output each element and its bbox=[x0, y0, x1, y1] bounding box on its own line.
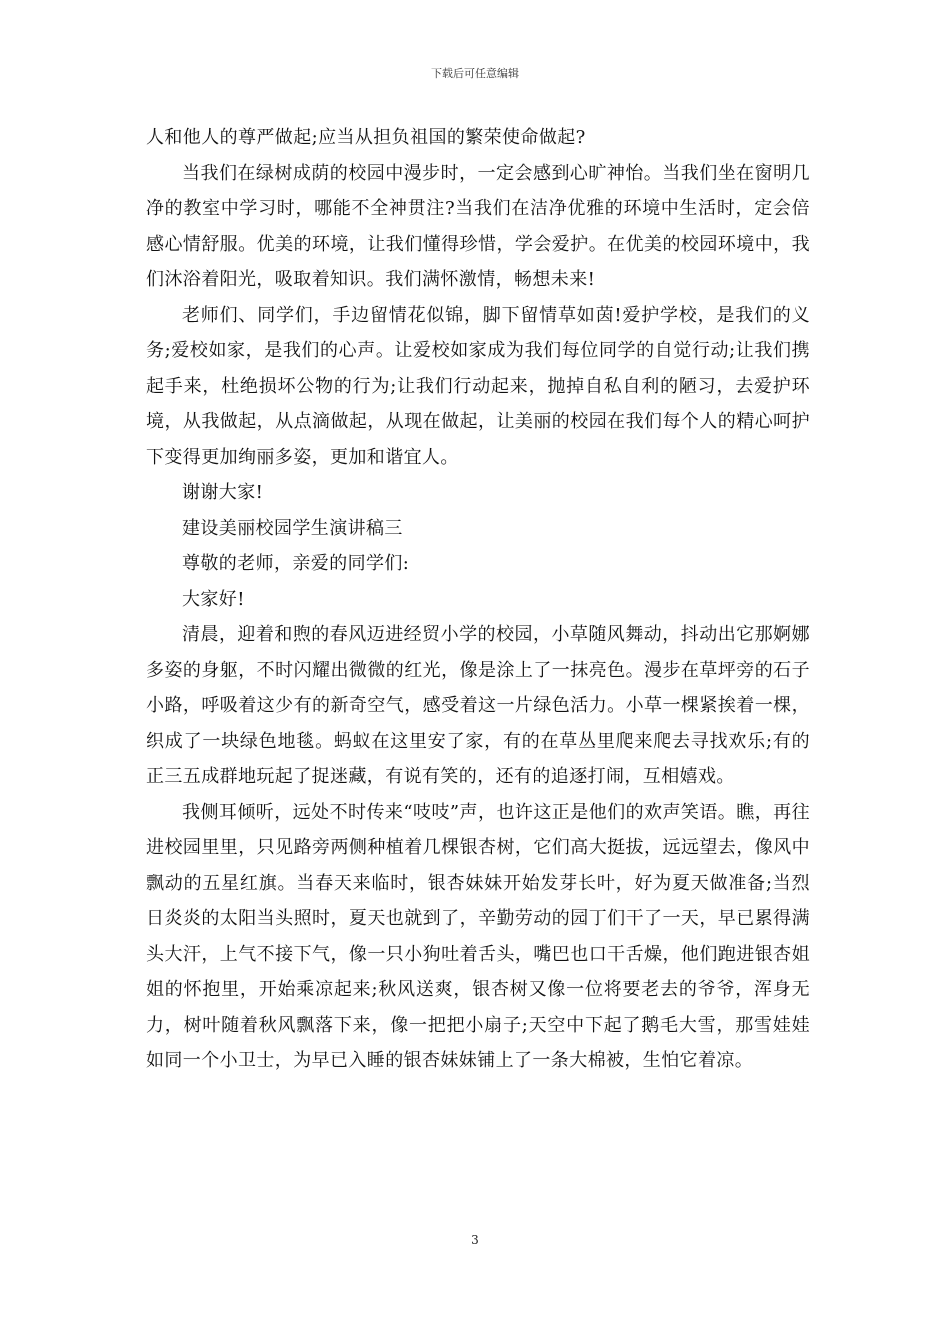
paragraph-appeal: 老师们、同学们，手边留情花似锦，脚下留情草如茵!爱护学校，是我们的义务;爱校如家，是我们的心声。让爱校如家成为我们每位同学的自觉行动;让我们携起手来，杜绝损坏公物的行为;让我们行动起来，抛掉自私自利的陋习，去爱护环境，从我做起，从点滴做起，从现在做起，让美丽的校园在我们每个人的精心呵护下变得更加绚丽多姿，更加和谐宜人。 bbox=[146, 304, 810, 468]
paragraph-morning-grass: 清晨，迎着和煦的春风迈进经贸小学的校园，小草随风舞动，抖动出它那婀娜多姿的身躯，不时闪耀出微微的红光，像是涂上了一抹亮色。漫步在草坪旁的石子小路，呼吸着这少有的新奇空气，感受着这一片绿色活力。小草一棵紧挨着一棵，织成了一块绿色地毯。蚂蚁在这里安了家，有的在草丛里爬来爬去寻找欢乐;有的正三五成群地玩起了捉迷藏，有说有笑的，还有的追逐打闹，互相嬉戏。 bbox=[146, 624, 810, 787]
page-header-note: 下载后可任意编辑 bbox=[431, 67, 519, 80]
paragraph-thanks: 谢谢大家! bbox=[182, 482, 264, 503]
paragraph-campus-environment: 当我们在绿树成荫的校园中漫步时，一定会感到心旷神怡。当我们坐在窗明几净的教室中学习时，哪能不全神贯注?当我们在洁净优雅的环境中生活时，定会倍感心情舒服。优美的环境，让我们懂得珍惜，学会爱护。在优美的校园环境中，我们沐浴着阳光，吸取着知识。我们满怀激情，畅想未来! bbox=[146, 162, 810, 290]
salutation: 尊敬的老师，亲爱的同学们: bbox=[182, 553, 410, 574]
greeting: 大家好! bbox=[182, 588, 245, 610]
speech-title: 建设美丽校园学生演讲稿三 bbox=[182, 517, 403, 539]
page-number: 3 bbox=[471, 1233, 479, 1247]
paragraph-ginkgo-trees: 我侧耳倾听，远处不时传来“吱吱”声，也许这正是他们的欢声笑语。瞧，再往进校园里里，只见路旁两侧种植着几棵银杏树，它们高大挺拔，远远望去，像风中飘动的五星红旗。当春天来临时，银杏妹妹开始发芽长叶，好为夏天做准备;当烈日炎炎的太阳当头照时，夏天也就到了，辛勤劳动的园丁们干了一天，早已累得满头大汗，上气不接下气，像一只小狗吐着舌头，嘴巴也口干舌燥，他们跑进银杏姐姐的怀抱里，开始乘凉起来;秋风送爽，银杏树又像一位将要老去的爷爷，浑身无力，树叶随着秋风飘落下来，像一把把小扇子;天空中下起了鹅毛大雪，那雪娃娃如同一个小卫士，为早已入睡的银杏妹妹铺上了一条大棉被，生怕它着凉。 bbox=[146, 801, 810, 1071]
paragraph-continuation: 人和他人的尊严做起;应当从担负祖国的繁荣使命做起? bbox=[146, 127, 586, 148]
document-body bbox=[146, 120, 810, 1079]
